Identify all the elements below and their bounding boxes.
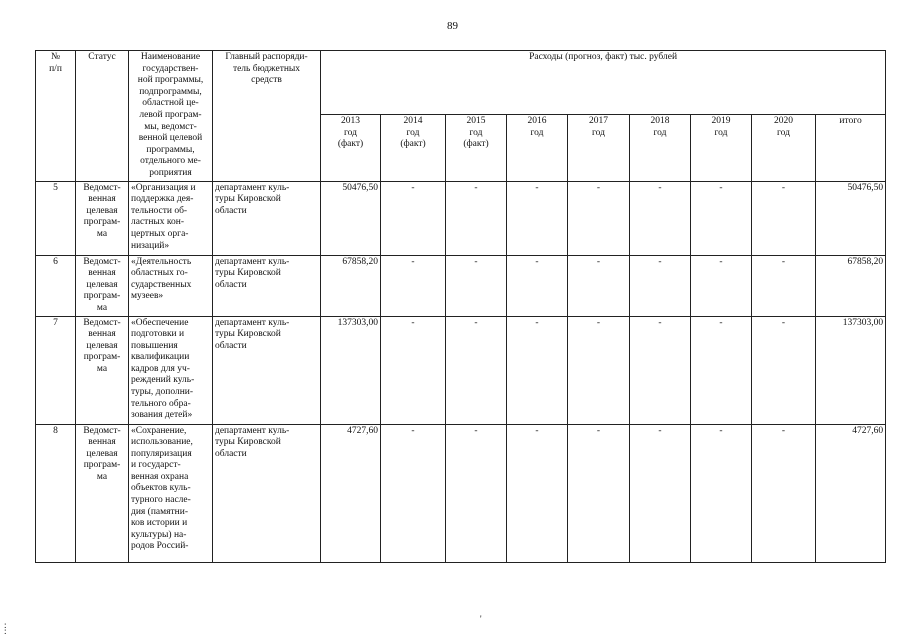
header-year-2016: 2016 год: [507, 115, 568, 181]
cell-2013: 137303,00: [321, 316, 381, 424]
cell-total: 50476,50: [816, 181, 886, 255]
cell-2016: -: [507, 316, 568, 424]
cell-status: Ведомст- венная целевая програм- ма: [76, 181, 129, 255]
table-row: [36, 424, 886, 562]
cell-2014: -: [381, 181, 446, 255]
cell-budget-manager: департамент куль- туры Кировской области: [213, 424, 321, 562]
header-expenses: Расходы (прогноз, факт) тыс. рублей: [321, 51, 886, 115]
cell-status: Ведомст- венная целевая програм- ма: [76, 316, 129, 424]
cell-total: 67858,20: [816, 255, 886, 316]
header-year-2015: 2015 год (факт): [446, 115, 507, 181]
cell-2014: -: [381, 424, 446, 562]
cell-2016: -: [507, 424, 568, 562]
cell-program-name: «Организация и поддержка дея- тельности об- ластных кон- цертных орга- низаций»: [129, 181, 213, 255]
cell-2019: -: [691, 181, 752, 255]
cell-2019: -: [691, 316, 752, 424]
cell-status: Ведомст- венная целевая програм- ма: [76, 424, 129, 562]
expenses-table: [35, 50, 886, 563]
cell-2015: -: [446, 181, 507, 255]
cell-num: 7: [36, 316, 76, 424]
cell-budget-manager: департамент куль- туры Кировской области: [213, 316, 321, 424]
cell-2019: -: [691, 255, 752, 316]
header-budget-manager: Главный распоряди- тель бюджетных средств: [213, 51, 321, 182]
cell-program-name: «Деятельность областных го- сударственных музеев»: [129, 255, 213, 316]
table-row: [36, 316, 886, 424]
cell-2019: -: [691, 424, 752, 562]
cell-budget-manager: департамент куль- туры Кировской области: [213, 181, 321, 255]
cell-2015: -: [446, 316, 507, 424]
cell-2020: -: [752, 424, 816, 562]
cell-2016: -: [507, 181, 568, 255]
cell-2018: -: [630, 316, 691, 424]
cell-2020: -: [752, 316, 816, 424]
cell-2013: 67858,20: [321, 255, 381, 316]
header-year-2018: 2018 год: [630, 115, 691, 181]
cell-2018: -: [630, 181, 691, 255]
cell-num: 5: [36, 181, 76, 255]
cell-2015: -: [446, 424, 507, 562]
header-year-2019: 2019 год: [691, 115, 752, 181]
page-number: 89: [447, 20, 458, 32]
header-year-2013: 2013 год (факт): [321, 115, 381, 181]
cell-2014: -: [381, 255, 446, 316]
cell-2020: -: [752, 181, 816, 255]
header-year-2014: 2014 год (факт): [381, 115, 446, 181]
cell-2014: -: [381, 316, 446, 424]
cell-2020: -: [752, 255, 816, 316]
cell-2017: -: [568, 424, 630, 562]
cell-2015: -: [446, 255, 507, 316]
header-year-2017: 2017 год: [568, 115, 630, 181]
header-year-2020: 2020 год: [752, 115, 816, 181]
cell-program-name: «Обеспечение подготовки и повышения квалификации кадров для уч- реждений куль- туры, дополни- тельного обра- зования детей»: [129, 316, 213, 424]
table-row: [36, 255, 886, 316]
cell-2017: -: [568, 255, 630, 316]
header-row-top: [36, 51, 886, 115]
cell-budget-manager: департамент куль- туры Кировской области: [213, 255, 321, 316]
cell-2016: -: [507, 255, 568, 316]
cell-num: 6: [36, 255, 76, 316]
cell-status: Ведомст- венная целевая програм- ма: [76, 255, 129, 316]
cell-2013: 50476,50: [321, 181, 381, 255]
scan-mark-left: : :: [4, 620, 7, 636]
cell-total: 4727,60: [816, 424, 886, 562]
cell-2018: -: [630, 424, 691, 562]
header-program-name: Наименование государствен- ной программы, подпрограммы, областной це- левой програм- мы, ведомст- венной целевой программы, отдельного ме- роприятия: [129, 51, 213, 182]
header-total: итого: [816, 115, 886, 181]
cell-2017: -: [568, 316, 630, 424]
cell-2018: -: [630, 255, 691, 316]
header-status: Статус: [76, 51, 129, 182]
table-row: [36, 181, 886, 255]
cell-num: 8: [36, 424, 76, 562]
cell-total: 137303,00: [816, 316, 886, 424]
scan-mark-mid: ': [480, 614, 482, 624]
header-num: № п/п: [36, 51, 76, 182]
cell-2013: 4727,60: [321, 424, 381, 562]
cell-2017: -: [568, 181, 630, 255]
cell-program-name: «Сохранение, использование, популяризация и государст- венная охрана объектов куль- турного насле- дия (памятни- ков истории и культуры) на- родов Россий-: [129, 424, 213, 562]
